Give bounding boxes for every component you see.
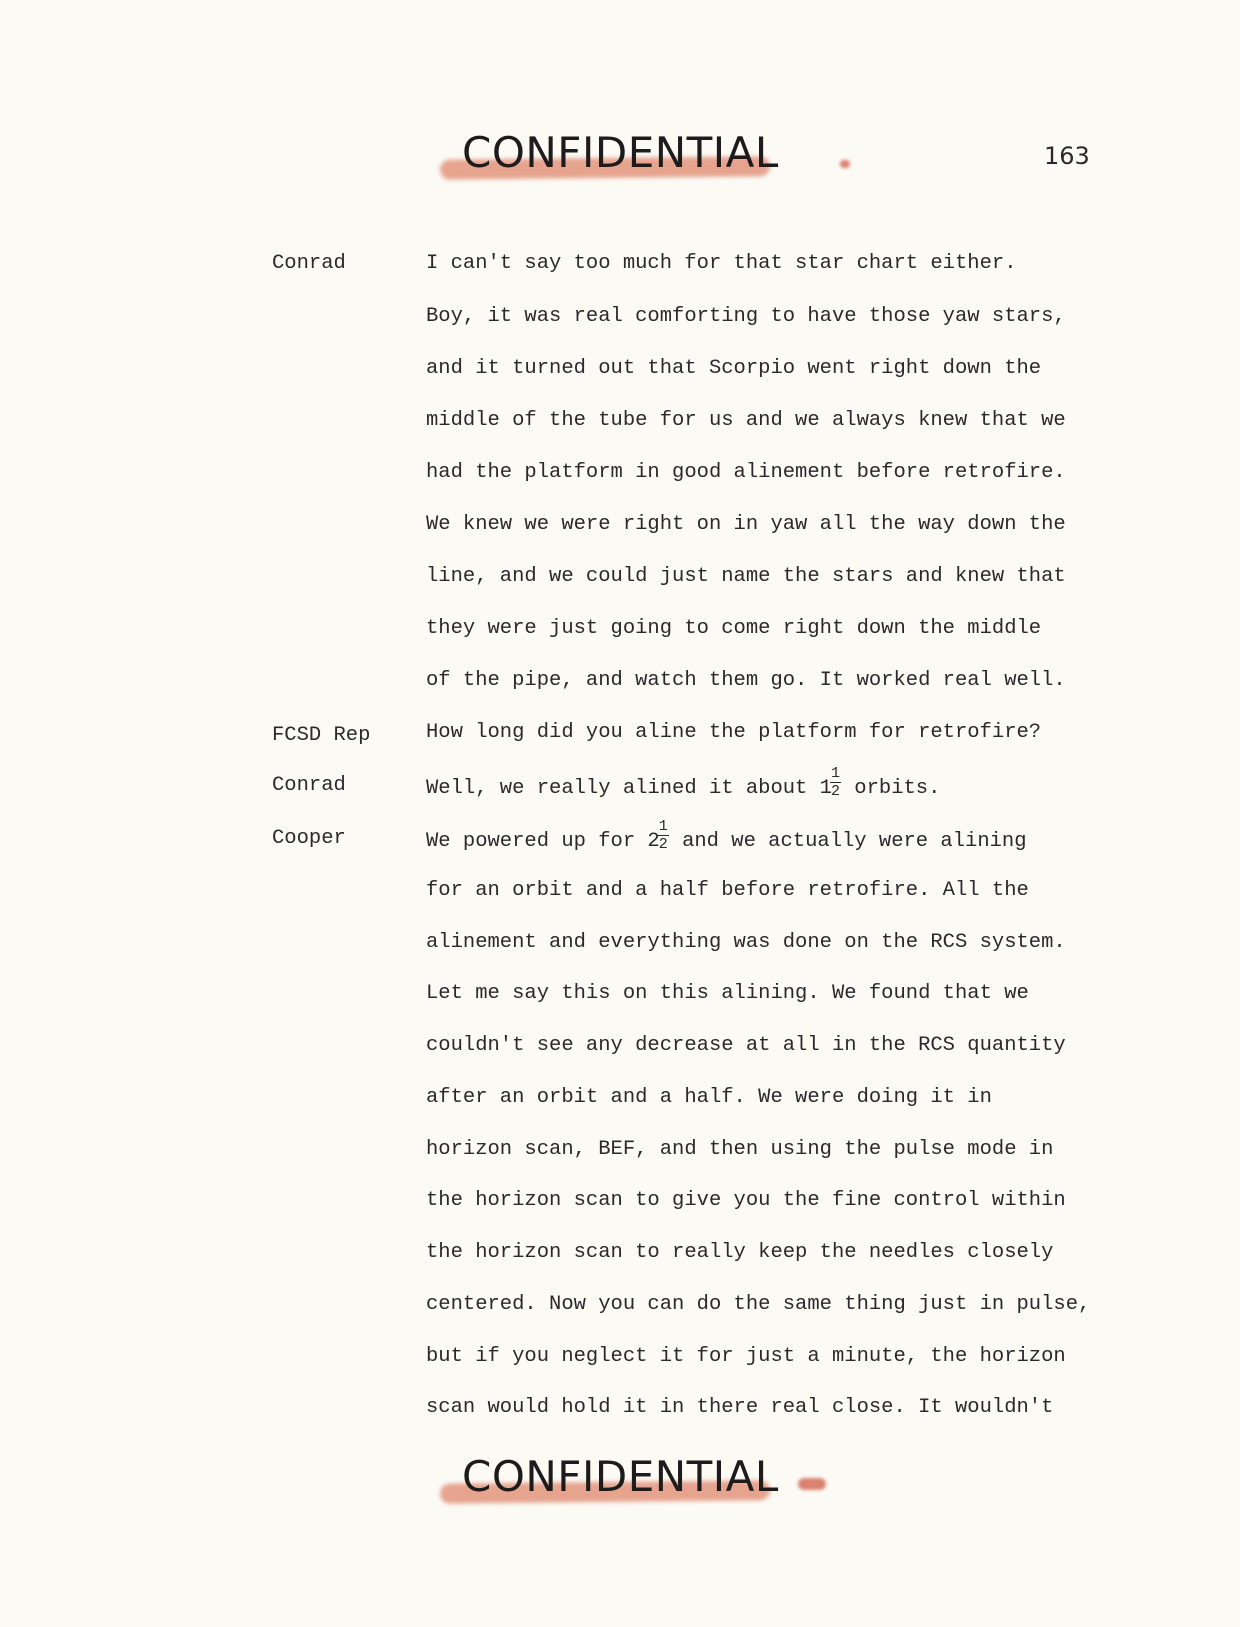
- transcript-line: Boy, it was real comforting to have those yaw stars,: [426, 305, 1066, 328]
- transcript-line: and it turned out that Scorpio went right down the: [426, 357, 1042, 380]
- transcript-line: couldn't see any decrease at all in the RCS quantity: [426, 1034, 1066, 1057]
- transcript-line: We knew we were right on in yaw all the way down the: [426, 513, 1066, 536]
- transcript-line-with-fraction: [426, 765, 941, 800]
- transcript-line: the horizon scan to really keep the needles closely: [426, 1241, 1054, 1264]
- speaker-label: Conrad: [272, 252, 346, 275]
- fraction-denominator: 2: [658, 836, 668, 853]
- confidential-stamp-bottom: [440, 1452, 840, 1512]
- stamp-text: CONFIDENTIAL: [462, 128, 779, 177]
- page-number: 163: [1044, 142, 1090, 170]
- line-text-before: We powered up for 2: [426, 829, 660, 853]
- speaker-label: Cooper: [272, 827, 346, 850]
- fraction-numerator: 1: [658, 818, 668, 835]
- transcript-line: had the platform in good alinement before retrofire.: [426, 461, 1066, 484]
- line-text-after: and we actually were alining: [669, 829, 1027, 853]
- transcript-line: I can't say too much for that star chart either.: [426, 252, 1017, 275]
- transcript-line: horizon scan, BEF, and then using the pulse mode in: [426, 1138, 1054, 1161]
- transcript-line: for an orbit and a half before retrofire. All the: [426, 879, 1029, 902]
- transcript-line: they were just going to come right down the middle: [426, 617, 1042, 640]
- transcript-line: of the pipe, and watch them go. It worked real well.: [426, 669, 1066, 692]
- transcript-line: scan would hold it in there real close. It wouldn't: [426, 1396, 1054, 1419]
- transcript-line: but if you neglect it for just a minute, the horizon: [426, 1345, 1066, 1368]
- transcript-line: How long did you aline the platform for retrofire?: [426, 721, 1042, 744]
- transcript-line: centered. Now you can do the same thing just in pulse,: [426, 1293, 1091, 1316]
- fraction-denominator: 2: [830, 783, 840, 800]
- transcript-line: middle of the tube for us and we always knew that we: [426, 409, 1066, 432]
- transcript-line: alinement and everything was done on the RCS system.: [426, 931, 1066, 954]
- stamp-text: CONFIDENTIAL: [462, 1452, 779, 1501]
- fraction-numerator: 1: [830, 765, 840, 782]
- confidential-stamp-top: [440, 128, 840, 188]
- line-text-before: Well, we really alined it about 1: [426, 776, 832, 800]
- red-ink-spot: [840, 160, 850, 168]
- transcript-line: Let me say this on this alining. We found that we: [426, 982, 1029, 1005]
- fraction: [830, 766, 841, 799]
- red-ink-spot: [798, 1478, 826, 1490]
- transcript-line-with-fraction: [426, 818, 1027, 853]
- transcript-line: line, and we could just name the stars and knew that: [426, 565, 1066, 588]
- fraction: [658, 819, 669, 852]
- speaker-label: FCSD Rep: [272, 724, 371, 747]
- transcript-line: after an orbit and a half. We were doing it in: [426, 1086, 992, 1109]
- speaker-label: Conrad: [272, 774, 346, 797]
- line-text-after: orbits.: [841, 776, 941, 800]
- transcript-line: the horizon scan to give you the fine control within: [426, 1189, 1066, 1212]
